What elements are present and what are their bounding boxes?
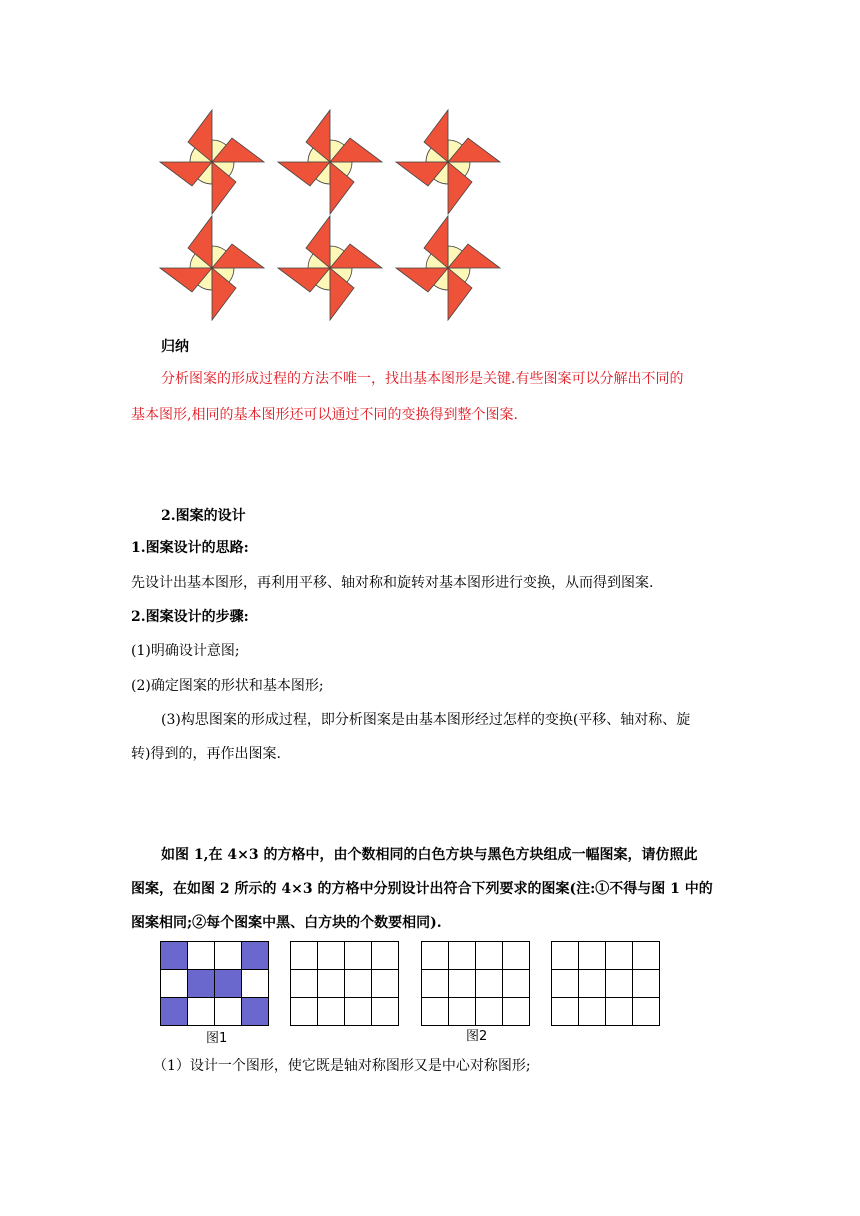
step-3-line-1: (3)构思图案的形成过程，即分析图案是由基本图形经过怎样的变换(平移、轴对称、旋 <box>161 712 691 728</box>
grid-cell <box>633 970 660 998</box>
exercise-line-2: 图案，在如图 2 所示的 4×3 的方格中分别设计出符合下列要求的图案(注:①不得与图 1 中的 <box>131 881 713 897</box>
grid-cell <box>291 998 318 1026</box>
grid-cell <box>215 998 242 1026</box>
idea-body: 先设计出基本图形，再利用平移、轴对称和旋转对基本图形进行变换，从而得到图案. <box>131 575 654 591</box>
section-title: 2.图案的设计 <box>161 508 246 524</box>
grid-cell <box>188 942 215 970</box>
grid-cell <box>372 998 399 1026</box>
summary-body-line-1: 分析图案的形成过程的方法不唯一，找出基本图形是关键.有些图案可以分解出不同的 <box>161 371 684 387</box>
grid-cell <box>161 998 188 1026</box>
grid-cell <box>449 942 476 970</box>
grid-cell <box>606 970 633 998</box>
figure-2-grid-a <box>290 941 399 1026</box>
grid-cell <box>422 970 449 998</box>
grid-cell <box>579 970 606 998</box>
grid-cell <box>242 970 269 998</box>
step-2: (2)确定图案的形状和基本图形; <box>131 678 324 694</box>
pinwheel-row-2 <box>160 216 500 320</box>
figure-1-caption: 图1 <box>206 1031 228 1046</box>
grid-cell <box>345 942 372 970</box>
grid-cell <box>633 998 660 1026</box>
grid-cell <box>161 942 188 970</box>
exercise-line-3: 图案相同;②每个图案中黑、白方块的个数要相同). <box>131 915 442 931</box>
grid-cell <box>242 942 269 970</box>
steps-title: 2.图案设计的步骤: <box>131 609 249 625</box>
step-1: (1)明确设计意图; <box>131 643 240 659</box>
grid-cell <box>606 942 633 970</box>
grid-cell <box>422 942 449 970</box>
grid-cell <box>579 942 606 970</box>
grid-cell <box>552 998 579 1026</box>
exercise-line-1: 如图 1,在 4×3 的方格中，由个数相同的白色方块与黑色方块组成一幅图案，请仿照此 <box>161 847 698 863</box>
grid-cell <box>345 998 372 1026</box>
grid-cell <box>633 942 660 970</box>
figure-2-grid-c <box>551 941 660 1026</box>
grid-cell <box>503 970 530 998</box>
grid-cell <box>372 970 399 998</box>
grid-cell <box>476 998 503 1026</box>
figure-2-caption: 图2 <box>466 1029 488 1044</box>
grid-cell <box>503 942 530 970</box>
grid-cell <box>476 970 503 998</box>
figure-1-grid <box>160 941 269 1026</box>
figure-2-grid-b <box>421 941 530 1026</box>
step-3-line-2: 转)得到的，再作出图案. <box>131 746 281 762</box>
grid-cell <box>372 942 399 970</box>
grid-cell <box>606 998 633 1026</box>
grid-cell <box>422 998 449 1026</box>
grid-cell <box>476 942 503 970</box>
question-1: （1）设计一个图形，使它既是轴对称图形又是中心对称图形; <box>153 1058 531 1074</box>
grid-cell <box>188 970 215 998</box>
summary-body-line-2: 基本图形,相同的基本图形还可以通过不同的变换得到整个图案. <box>131 407 518 423</box>
grid-cell <box>449 970 476 998</box>
grid-cell <box>291 942 318 970</box>
grid-cell <box>161 970 188 998</box>
grid-cell <box>318 970 345 998</box>
idea-title: 1.图案设计的思路: <box>131 540 249 556</box>
grid-cell <box>318 998 345 1026</box>
grid-cell <box>188 998 215 1026</box>
grid-cell <box>215 942 242 970</box>
grid-cell <box>215 970 242 998</box>
summary-heading: 归纳 <box>161 339 189 355</box>
grid-cell <box>503 998 530 1026</box>
grid-cell <box>579 998 606 1026</box>
grid-cell <box>552 970 579 998</box>
pinwheel-row-1 <box>160 110 500 214</box>
grid-cell <box>242 998 269 1026</box>
grid-cell <box>318 942 345 970</box>
grid-cell <box>345 970 372 998</box>
grid-cell <box>449 998 476 1026</box>
grid-cell <box>552 942 579 970</box>
pinwheel-figure <box>150 108 510 324</box>
grid-cell <box>291 970 318 998</box>
